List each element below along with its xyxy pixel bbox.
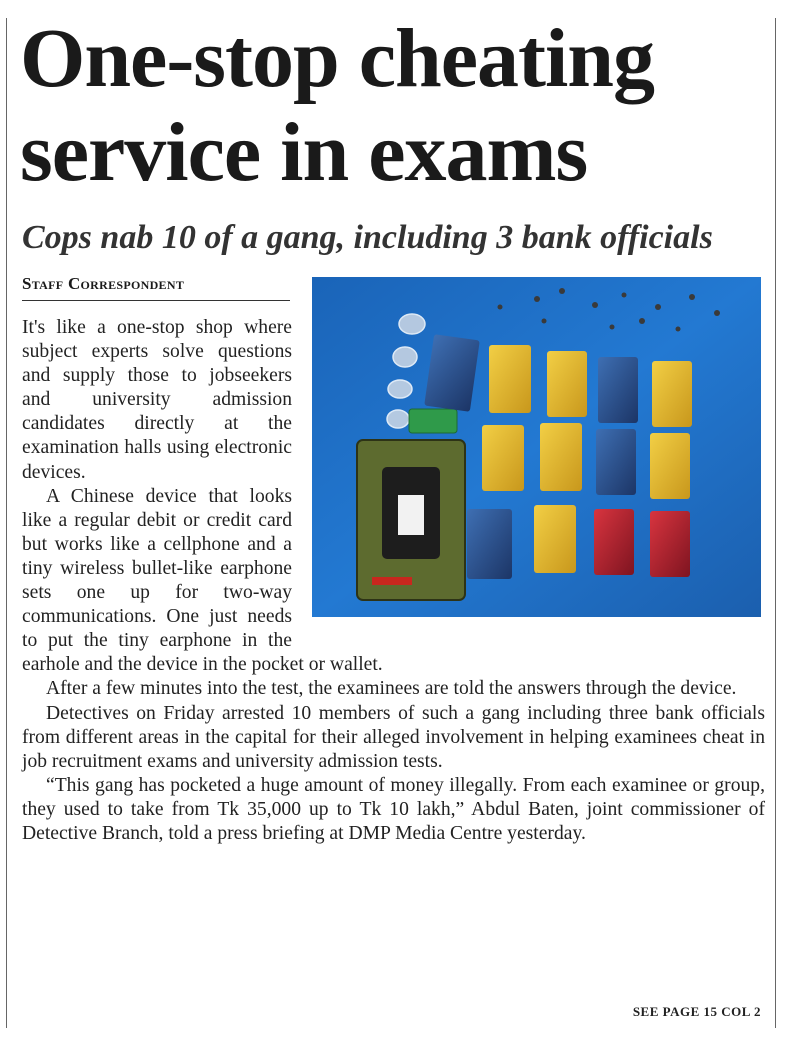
paragraph-5: “This gang has pocketed a huge amount of money illegally. From each examinee or group, they used to take from Tk 35,000 up to Tk 10 lakh,” Abdul Baten, joint commissioner of Detective Branch, told a press briefing at DMP Media Centre yesterday.	[22, 774, 765, 844]
paragraph-1: It's like a one-stop shop where subject experts solve questions and supply those to jobseekers and university admission candidates directly at the examination halls using electronic devices.	[22, 317, 292, 483]
article-body	[22, 316, 765, 846]
byline: Staff Correspondent	[22, 274, 290, 301]
column-rule-right	[775, 18, 776, 1028]
headline: One-stop cheating service in exams	[20, 12, 654, 199]
photo-wrap-spacer	[292, 316, 765, 636]
column-rule-left	[6, 18, 7, 1028]
paragraph-4: Detectives on Friday arrested 10 members of such a gang including three bank officials from different areas in the capital for their alleged involvement in helping examinees cheat in job recruitment exams and university admission tests.	[22, 702, 765, 772]
paragraph-2: A Chinese device that looks like a regular debit or credit card but works like a cellphone and a tiny wireless bullet-like earphone sets one up for two-way communications. One just needs to put the tiny earphone in the earhole and the device in the pocket or wallet.	[22, 485, 383, 676]
subheadline: Cops nab 10 of a gang, including 3 bank officials	[22, 219, 713, 256]
paragraph-3: After a few minutes into the test, the examinees are told the answers through the device.	[46, 678, 737, 700]
continuation-note: SEE PAGE 15 COL 2	[632, 1004, 761, 1019]
